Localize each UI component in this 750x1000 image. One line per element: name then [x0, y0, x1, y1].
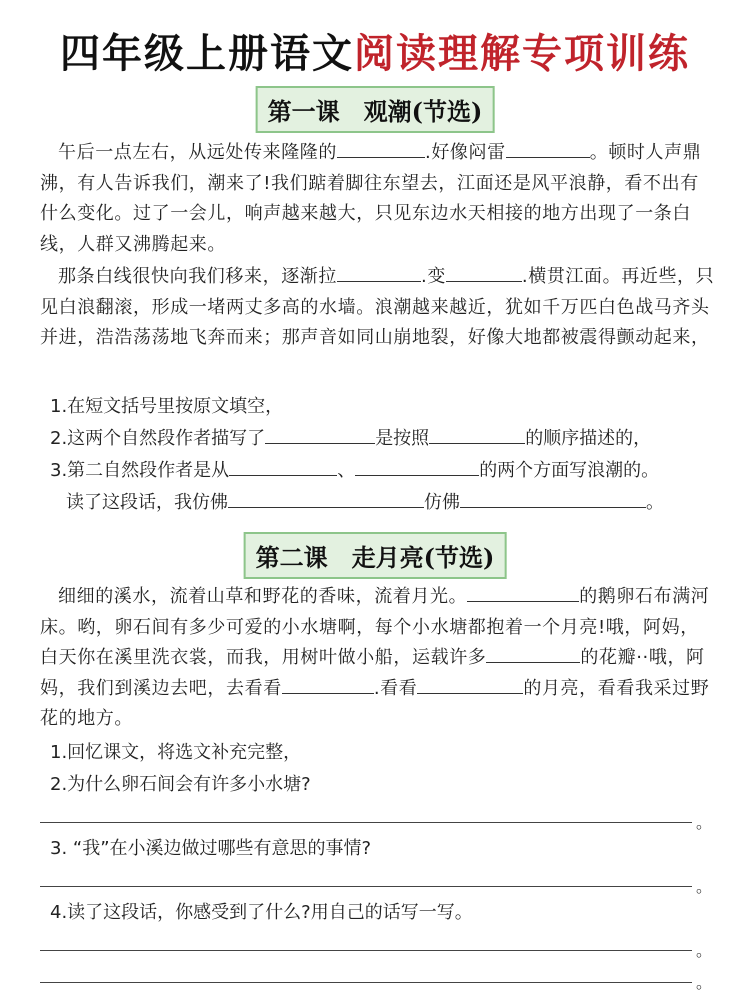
answer-line[interactable] — [40, 950, 692, 951]
fill-blank[interactable] — [337, 263, 421, 282]
fill-blank[interactable] — [446, 263, 522, 282]
lesson2-question4: 4.读了这段话，你感受到了什么?用自己的话写一写。 — [50, 902, 473, 923]
text-segment: 午后一点左右，从远处传来隆隆的 — [58, 142, 337, 163]
lesson1-paragraph2 — [40, 262, 715, 354]
end-mark: 。 — [696, 973, 713, 992]
fill-blank[interactable] — [429, 425, 525, 444]
text-segment: 的月亮，看看我采过野花的地方。 — [40, 677, 710, 729]
lesson2-question1: 1.回忆课文，将选文补充完整， — [50, 742, 302, 763]
text-segment: 那条白线很快向我们移来，逐渐拉 — [58, 266, 337, 287]
answer-line[interactable] — [40, 982, 692, 983]
fill-blank[interactable] — [337, 139, 425, 158]
answer-line[interactable] — [40, 886, 692, 887]
lesson2-heading: 第二课 走月亮(节选) — [244, 532, 507, 579]
text-segment: 、 — [337, 460, 356, 481]
text-segment: 。 — [646, 492, 664, 513]
text-segment: .变 — [421, 266, 446, 287]
page-title — [0, 22, 750, 79]
lesson1-question4 — [66, 488, 664, 518]
fill-blank[interactable] — [460, 489, 646, 508]
text-segment: 仿佛 — [424, 492, 460, 513]
text-segment: 是按照 — [375, 428, 430, 449]
lesson1-question2 — [50, 424, 651, 454]
fill-blank[interactable] — [229, 457, 337, 476]
text-segment: 2.这两个自然段作者描写了 — [50, 428, 266, 449]
title-part-black: 四年级上册语文 — [60, 30, 354, 77]
lesson2-question3: 3. “我”在小溪边做过哪些有意思的事情? — [50, 838, 372, 859]
text-segment: 的花瓣··哦，阿妈，我们到溪边去吧，去看看 — [40, 647, 705, 699]
fill-blank[interactable] — [282, 675, 374, 694]
text-segment: 的鹅卵石布满河床。哟，卵石间有多少可爱的小水塘啊，每个小水塘都抱着一个月亮!哦，阿妈，白天你在溪里洗衣裳，而我，用树叶做小船，运载许多 — [40, 586, 710, 668]
end-mark: 。 — [696, 941, 713, 960]
title-part-red: 阅读理解专项训练 — [354, 30, 690, 77]
lesson1-heading: 第一课 观潮(节选) — [256, 86, 495, 133]
fill-blank[interactable] — [228, 489, 424, 508]
fill-blank[interactable] — [355, 457, 479, 476]
fill-blank[interactable] — [506, 139, 590, 158]
lesson1-question1: 1.在短文括号里按原文填空， — [50, 396, 284, 417]
text-segment: .横贯江面。再近些，只见白浪翻滚，形成一堵两丈多高的水墙。浪潮越来越近，犹如千万匹白色战马齐头并进，浩浩荡荡地飞奔而来；那声音如同山崩地裂，好像大地都被震得颤动起来， — [40, 266, 715, 348]
text-segment: 的顺序描述的， — [525, 428, 652, 449]
fill-blank[interactable] — [265, 425, 375, 444]
text-segment: .看看 — [373, 677, 418, 699]
lesson1-paragraph1 — [40, 138, 715, 260]
text-segment: 。顿时人声鼎沸，有人告诉我们，潮来了!我们踮着脚往东望去，江面还是风平浪静，看不出有什么变化。过了一会儿，响声越来越大，只见东边水天相接的地方出现了一条白线，人群又沸腾起来。 — [40, 142, 702, 255]
end-mark: 。 — [696, 877, 713, 896]
answer-line[interactable] — [40, 822, 692, 823]
text-segment: 3.第二自然段作者是从 — [50, 460, 230, 481]
lesson2-question2: 2.为什么卵石间会有许多小水塘? — [50, 774, 311, 795]
text-segment: .好像闷雷 — [425, 142, 506, 163]
text-segment: 的两个方面写浪潮的。 — [479, 460, 660, 481]
lesson2-paragraph1 — [40, 582, 715, 735]
text-segment: 细细的溪水，流着山草和野花的香味，流着月光。 — [58, 586, 468, 607]
end-mark: 。 — [696, 813, 713, 832]
text-segment: 读了这段话，我仿佛 — [66, 492, 228, 513]
fill-blank[interactable] — [486, 644, 580, 663]
fill-blank[interactable] — [467, 583, 579, 602]
fill-blank[interactable] — [417, 675, 523, 694]
lesson1-question3 — [50, 456, 659, 486]
